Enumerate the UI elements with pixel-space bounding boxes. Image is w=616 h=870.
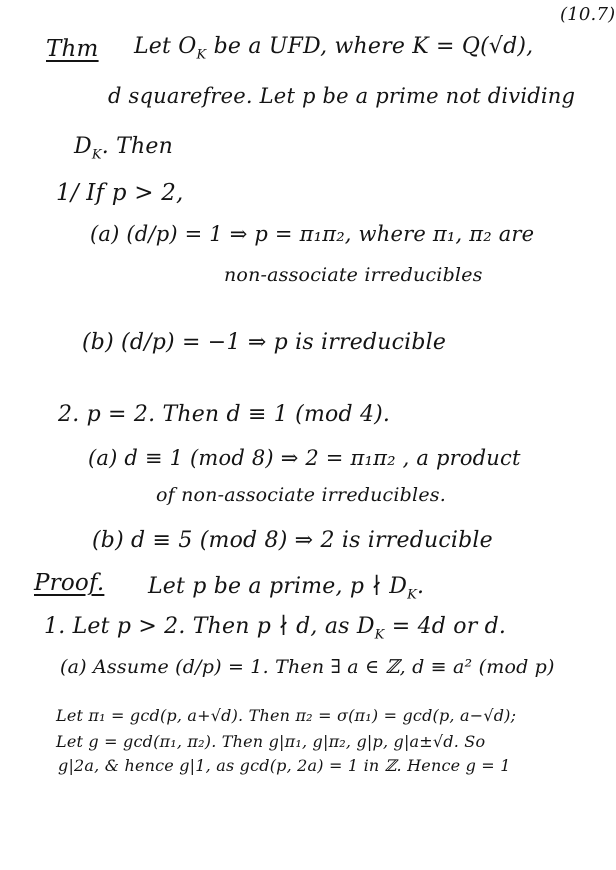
case-2b: (b) d ≡ 5 (mod 8) ⇒ 2 is irreducible <box>92 528 493 553</box>
case-2-heading: 2. p = 2. Then d ≡ 1 (mod 4). <box>58 402 391 427</box>
proof-line-1-sub: K <box>407 587 418 603</box>
proof-line-2-text: 1. Let p > 2. Then p ∤ d, as D <box>44 614 375 639</box>
proof-line-2 <box>44 614 506 642</box>
case-1-heading: 1/ If p > 2, <box>56 180 184 206</box>
proof-label: Proof. <box>34 570 105 596</box>
case-2a-line-2: of non-associate irreducibles. <box>156 484 446 506</box>
proof-line-4: Let π₁ = gcd(p, a+√d). Then π₂ = σ(π₁) = gcd(p, a−√d); <box>56 706 517 725</box>
theorem-line-1 <box>134 34 533 62</box>
proof-line-1-text: Let p be a prime, p ∤ D <box>148 574 408 599</box>
case-1a-line-2: non-associate irreducibles <box>224 264 483 286</box>
theorem-line-3-b: . Then <box>101 134 173 159</box>
theorem-line-3 <box>74 134 173 162</box>
theorem-line-2: d squarefree. Let p be a prime not dividing <box>108 84 576 108</box>
theorem-line-1-rest: be a UFD, where K = Q(√d), <box>213 34 534 59</box>
theorem-line-3-sub: K <box>91 147 102 163</box>
proof-line-1-end: . <box>417 574 425 599</box>
case-1b: (b) (d/p) = −1 ⇒ p is irreducible <box>82 330 447 355</box>
proof-line-3: (a) Assume (d/p) = 1. Then ∃ a ∈ ℤ, d ≡ a² (mod p) <box>60 656 555 678</box>
theorem-line-3-a: D <box>74 134 92 159</box>
proof-line-5: Let g = gcd(π₁, π₂). Then g|π₁, g|π₂, g|p, g|a±√d. So <box>56 732 486 751</box>
theorem-line-1-text: Let O <box>134 34 197 59</box>
theorem-label: Thm <box>46 36 99 62</box>
theorem-line-1-sub: K <box>196 47 207 63</box>
page-number: (10.7) <box>560 4 616 25</box>
proof-line-2-sub: K <box>374 627 385 643</box>
case-2a-line-1: (a) d ≡ 1 (mod 8) ⇒ 2 = π₁π₂ , a product <box>88 446 521 470</box>
proof-line-6: g|2a, & hence g|1, as gcd(p, 2a) = 1 in ℤ. Hence g = 1 <box>58 756 511 775</box>
case-1a-line-1: (a) (d/p) = 1 ⇒ p = π₁π₂, where π₁, π₂ are <box>90 222 535 246</box>
proof-line-1 <box>148 574 424 602</box>
proof-line-2-end: = 4d or d. <box>384 614 507 639</box>
